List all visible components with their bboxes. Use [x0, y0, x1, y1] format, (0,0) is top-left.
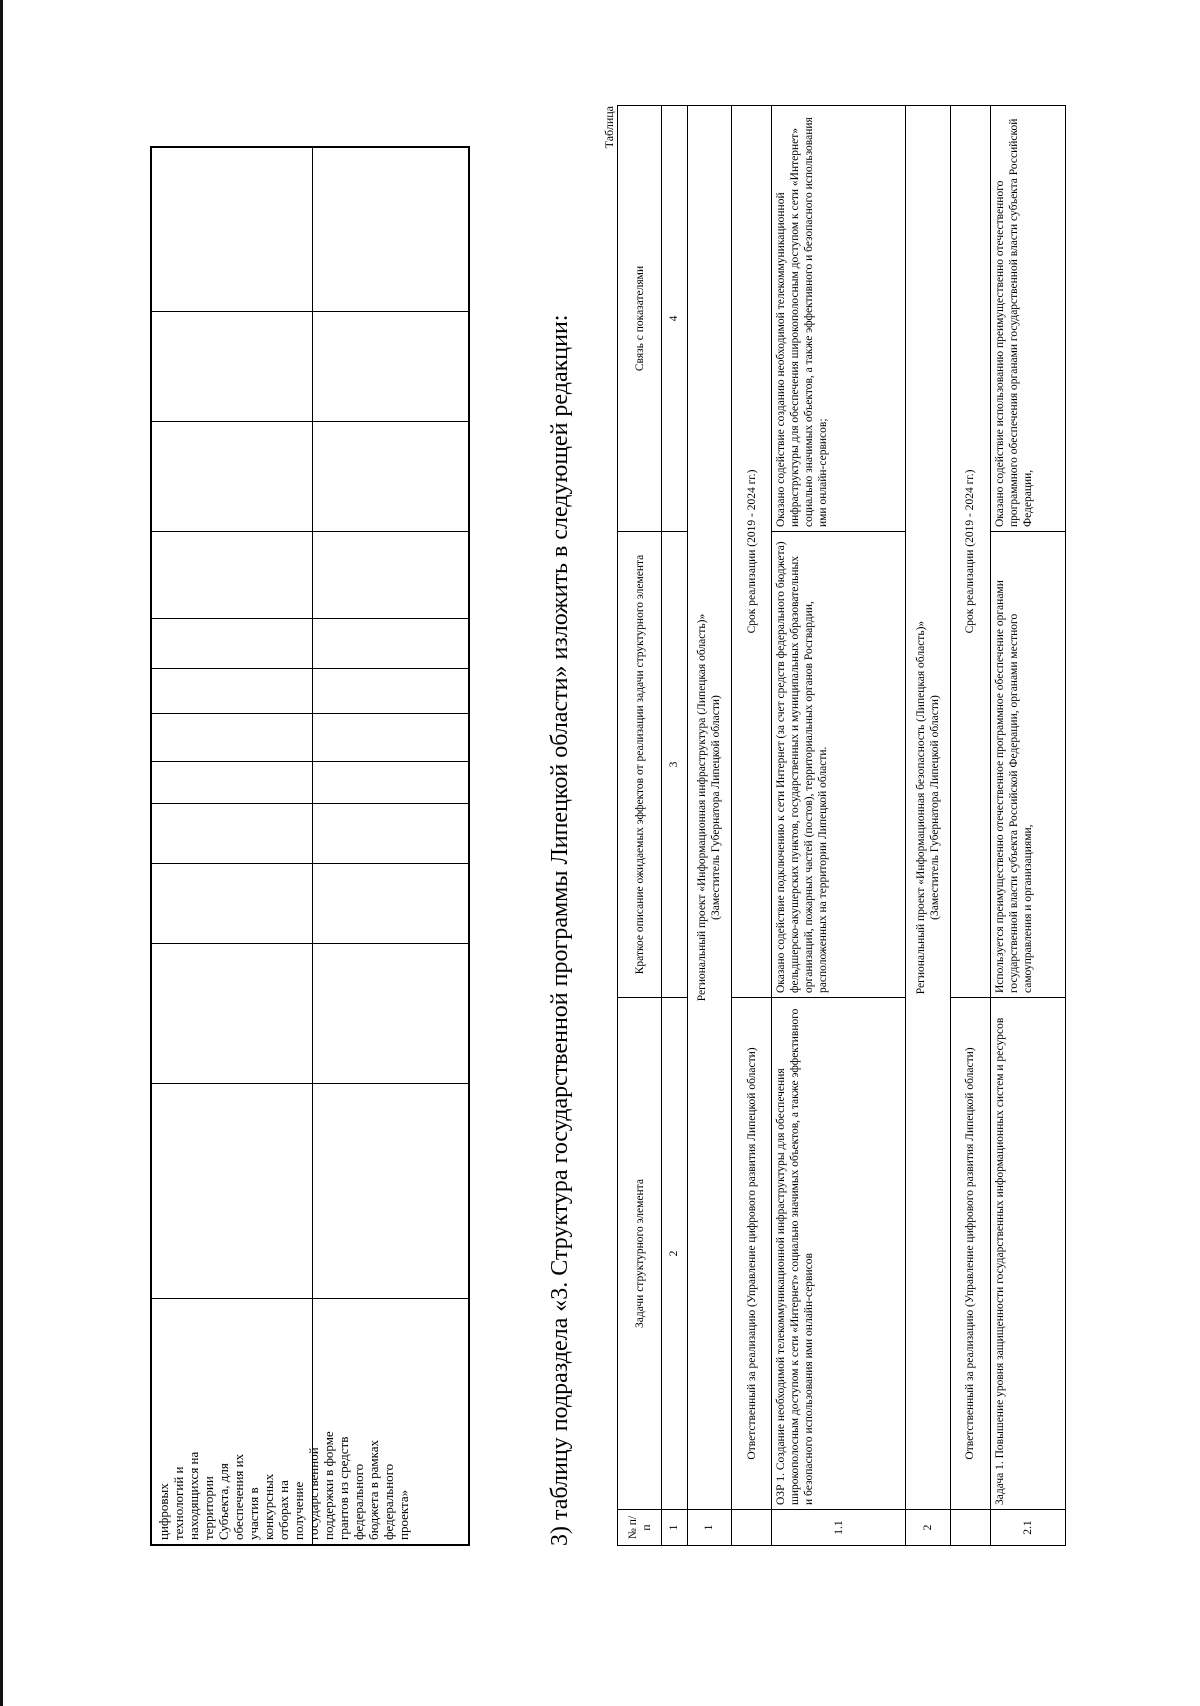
header-num: № п/п: [618, 1510, 662, 1546]
table-divider: [152, 713, 468, 714]
table-divider: [312, 148, 313, 1544]
table-divider: [152, 803, 468, 804]
fragment-text-line: технологий и: [171, 1466, 186, 1540]
fragment-text-line: цифровых: [156, 1483, 171, 1540]
header-link: Связь с показателями: [618, 106, 662, 532]
section-title-row: [687, 106, 731, 1546]
section-number: 2: [906, 1510, 950, 1546]
col-number: 3: [662, 532, 687, 998]
table-label: Таблица: [602, 106, 616, 149]
fragment-text-line: федерального: [381, 1463, 396, 1540]
table-divider: [152, 421, 468, 422]
table-divider: [152, 863, 468, 864]
task-cell: ОЗР 1. Создание необходимой телекоммуникационной инфраструктуры для обеспечения широкополосным доступом к сети «Интернет» социально значимых объектов, а также эффективного и безопасного использования ими онлайн-сервисов: [772, 998, 906, 1510]
fragment-text-line: находящихся на: [186, 1451, 201, 1540]
fragment-text-line: территории: [201, 1476, 216, 1540]
section-title: [906, 106, 950, 1510]
row-number: 1.1: [772, 1510, 906, 1546]
table-divider: [152, 761, 468, 762]
section-number: 1: [687, 1510, 731, 1546]
col-number: 1: [662, 1510, 687, 1546]
table-divider: [152, 311, 468, 312]
table-divider: [152, 531, 468, 532]
header-tasks: Задачи структурного элемента: [618, 998, 662, 1510]
responsible-row: [950, 106, 990, 1546]
fragment-text-line: проекта»: [396, 1489, 411, 1540]
table-divider: [152, 668, 468, 669]
fragment-text-line: федерального: [351, 1463, 366, 1540]
responsible-row: [731, 106, 771, 1546]
table-header-row: [618, 106, 662, 1546]
effects-cell: Используется преимущественно отечественное программное обеспечение органами государственной власти субъекта Российской Федерации, органами местного самоуправления и организациями,: [990, 532, 1065, 998]
fragment-cell-text: [156, 1305, 411, 1540]
empty-cell: [950, 1510, 990, 1546]
task-row: [990, 106, 1065, 1546]
task-row: [772, 106, 906, 1546]
link-cell: Оказано содействие использованию преимущественно отечественного программного обеспечения органами государственной власти субъекта Российской Федерации,: [990, 106, 1065, 532]
fragment-text-line: Субъекта, для: [216, 1463, 231, 1540]
fragment-text-line: грантов из средств: [336, 1436, 351, 1540]
project-title: Региональный проект «Информационная инфраструктура (Липецкая область)»: [696, 613, 709, 1002]
project-subtitle: (Заместитель Губернатора Липецкой области): [928, 695, 941, 920]
column-number-row: [662, 106, 687, 1546]
responsible-cell: Ответственный за реализацию (Управление цифрового развития Липецкой области): [950, 998, 990, 1510]
fragment-text-line: участия в: [246, 1487, 261, 1540]
table-divider: [152, 618, 468, 619]
link-cell: Оказано содействие созданию необходимой телекоммуникационной инфраструктуры для обеспечения широкополосным доступом к сети «Интернет» социально значимых объектов, а также эффективного и безопасного использования ими онлайн-сервисов;: [772, 106, 906, 532]
col-number: 2: [662, 998, 687, 1510]
previous-table-fragment: [150, 146, 470, 1546]
project-title: Региональный проект «Информационная безопасность (Липецкая область)»: [914, 620, 927, 995]
project-subtitle: (Заместитель Губернатора Липецкой области): [710, 695, 723, 920]
section-heading: 3) таблицу подраздела «3. Структура государственной программы Липецкой области» изложить в следующей редакции:: [547, 314, 573, 1546]
task-cell: Задача 1. Повышение уровня защищенности государственных информационных систем и ресурсов: [990, 998, 1065, 1510]
effects-cell: Оказано содействие подключению к сети Интернет (за счет средств федерального бюджета) фельдшерско-акушерских пунктов, государственных и муниципальных образовательных организаций, пожарных частей (постов), территориальных органов Росгвардии, расположенных на территории Липецкой области.: [772, 532, 906, 998]
table-divider: [152, 1298, 468, 1299]
fragment-text-line: поддержки в форме: [321, 1431, 336, 1540]
header-effects: Краткое описание ожидаемых эффектов от реализации задачи структурного элемента: [618, 532, 662, 998]
section-title-row: [906, 106, 950, 1546]
row-number: 2.1: [990, 1510, 1065, 1546]
fragment-text-line: конкурсных: [261, 1473, 276, 1540]
col-number: 4: [662, 106, 687, 532]
fragment-text-line: обеспечения их: [231, 1453, 246, 1540]
responsible-cell: Ответственный за реализацию (Управление цифрового развития Липецкой области): [731, 998, 771, 1510]
fragment-text-line: получение: [291, 1481, 306, 1540]
table-divider: [152, 943, 468, 944]
period-cell: Срок реализации (2019 - 2024 гг.): [950, 106, 990, 998]
period-cell: Срок реализации (2019 - 2024 гг.): [731, 106, 771, 998]
fragment-text-line: государственной: [306, 1447, 321, 1540]
section-title: [687, 106, 731, 1510]
empty-cell: [731, 1510, 771, 1546]
fragment-text-line: бюджета в рамках: [366, 1440, 381, 1540]
table-divider: [152, 1083, 468, 1084]
structure-table: [617, 105, 1066, 1546]
fragment-text-line: отборах на: [276, 1480, 291, 1540]
